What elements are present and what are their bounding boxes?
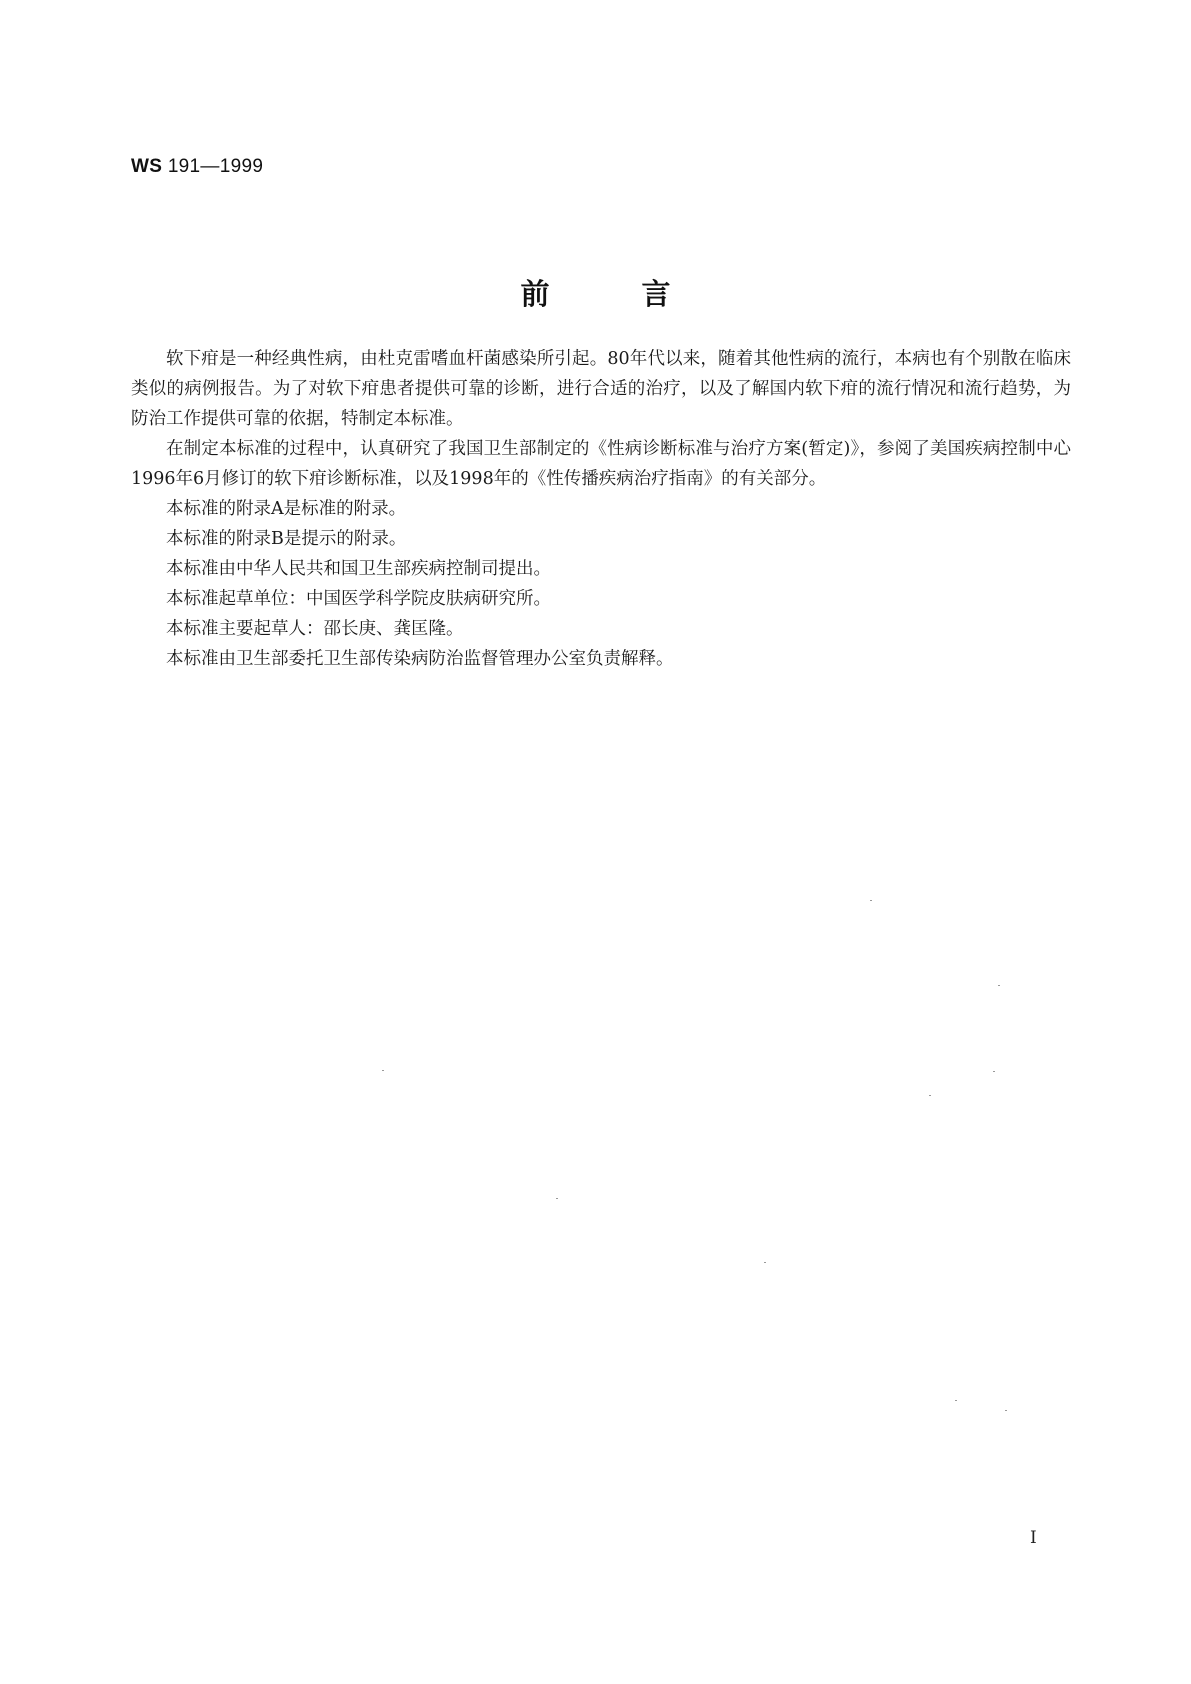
scan-speck xyxy=(993,1071,995,1072)
paragraph-interpretation: 本标准由卫生部委托卫生部传染病防治监督管理办公室负责解释。 xyxy=(166,649,674,669)
paragraph-drafting-unit: 本标准起草单位：中国医学科学院皮肤病研究所。 xyxy=(166,589,551,609)
paragraph-intro: 软下疳是一种经典性病，由杜克雷嗜血杆菌感染所引起。80年代以来，随着其他性病的流行，本病也有个别散在临床类似的病例报告。为了对软下疳患者提供可靠的诊断，进行合适的治疗，以及了解国内软下疳的流行情况和流行趋势，为防治工作提供可靠的依据，特制定本标准。 xyxy=(131,349,1071,429)
scan-speck xyxy=(870,900,872,901)
paragraph-proposer: 本标准由中华人民共和国卫生部疾病控制司提出。 xyxy=(166,559,551,579)
document-code-number: 191—1999 xyxy=(167,156,264,177)
scan-speck xyxy=(382,1070,384,1071)
paragraph-drafters: 本标准主要起草人：邵长庚、龚匡隆。 xyxy=(166,619,464,639)
page-number: I xyxy=(1030,1528,1037,1548)
paragraph-references: 在制定本标准的过程中，认真研究了我国卫生部制定的《性病诊断标准与治疗方案(暂定)》，参阅了美国疾病控制中心1996年6月修订的软下疳诊断标准，以及1998年的《性传播疾病治疗指南》的有关部分。 xyxy=(131,439,1071,489)
page-title: 前言 xyxy=(520,277,763,311)
scan-speck xyxy=(998,985,1000,986)
scan-speck xyxy=(929,1095,931,1096)
paragraph-appendix-a: 本标准的附录A是标准的附录。 xyxy=(166,499,407,519)
foreword-body xyxy=(131,344,1071,674)
document-code-prefix: WS xyxy=(131,156,163,177)
scan-speck xyxy=(1005,1410,1007,1411)
scan-speck xyxy=(556,1198,558,1199)
scan-speck xyxy=(764,1262,766,1263)
document-code xyxy=(131,156,263,178)
scan-speck xyxy=(955,1400,957,1401)
paragraph-appendix-b: 本标准的附录B是提示的附录。 xyxy=(166,529,407,549)
